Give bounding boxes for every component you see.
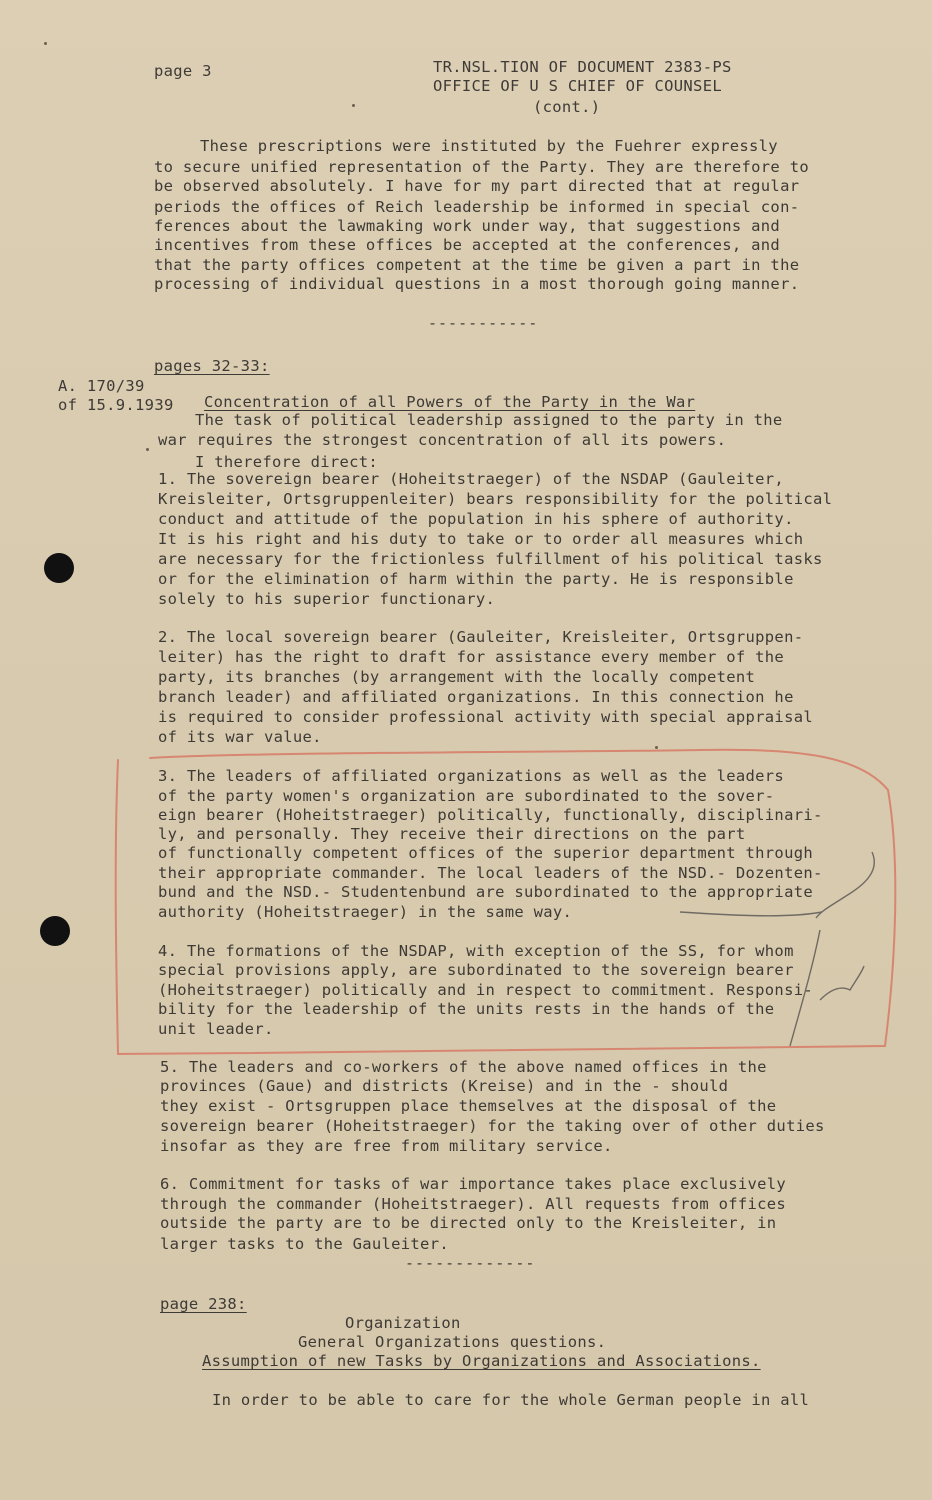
text-line: leiter) has the right to draft for assistance every member of the: [158, 648, 785, 666]
text-line: provinces (Gaue) and districts (Kreise) and in the - should: [160, 1077, 729, 1095]
document-title-line3: (cont.): [533, 98, 601, 116]
text-line: or for the elimination of harm within the party. He is responsible: [158, 570, 794, 588]
text-line: of the party women's organization are subordinated to the sover-: [158, 787, 775, 805]
text-line: 2. The local sovereign bearer (Gauleiter, Kreisleiter, Ortsgruppen-: [158, 628, 804, 646]
text-line: larger tasks to the Gauleiter.: [160, 1235, 449, 1253]
text-line: party, its branches (by arrangement with the locally competent: [158, 668, 756, 686]
text-line: bund and the NSD.- Studentenbund are subordinated to the appropriate: [158, 883, 813, 901]
text-line: of functionally competent offices of the superior department through: [158, 844, 813, 862]
document-title-line1: TR.NSL.TION OF DOCUMENT 2383-PS: [433, 58, 732, 76]
text-line: 4. The formations of the NSDAP, with exception of the SS, for whom: [158, 942, 794, 960]
pages-label-238: page 238:: [160, 1295, 247, 1313]
text-line: special provisions apply, are subordinated to the sovereign bearer: [158, 961, 794, 979]
text-line: outside the party are to be directed only to the Kreisleiter, in: [160, 1214, 777, 1232]
document-title-line2: OFFICE OF U S CHIEF OF COUNSEL: [433, 77, 722, 95]
page-label: page 3: [154, 62, 212, 80]
pencil-mark: [790, 930, 820, 1046]
pencil-mark: [820, 966, 864, 1000]
text-line: of its war value.: [158, 728, 322, 746]
text-line: 1. The sovereign bearer (Hoheitstraeger) of the NSDAP (Gauleiter,: [158, 470, 785, 488]
text-line: unit leader.: [158, 1020, 274, 1038]
text-line: In order to be able to care for the whole German people in all: [212, 1391, 810, 1409]
red-bracket-mark: [116, 750, 896, 1054]
text-line: (Hoheitstraeger) politically and in respect to commitment. Responsi-: [158, 981, 813, 999]
text-line: is required to consider professional activity with special appraisal: [158, 708, 813, 726]
text-line: periods the offices of Reich leadership be informed in special con-: [154, 198, 800, 216]
text-line: authority (Hoheitstraeger) in the same way.: [158, 903, 573, 921]
text-line: processing of individual questions in a most thorough going manner.: [154, 275, 800, 293]
pages-label-32-33: pages 32-33:: [154, 357, 270, 375]
text-line: incentives from these offices be accepted at the conferences, and: [154, 236, 781, 254]
text-line: eign bearer (Hoheitstraeger) politically, functionally, disciplinari-: [158, 806, 823, 824]
text-line: insofar as they are free from military service.: [160, 1137, 613, 1155]
text-line: war requires the strongest concentration of all its powers.: [158, 431, 727, 449]
margin-reference-date: of 15.9.1939: [58, 396, 174, 414]
text-line: bility for the leadership of the units rests in the hands of the: [158, 1000, 775, 1018]
text-line: their appropriate commander. The local leaders of the NSD.- Dozenten-: [158, 864, 823, 882]
text-line: they exist - Ortsgruppen place themselves at the disposal of the: [160, 1097, 777, 1115]
text-line: It is his right and his duty to take or to order all measures which: [158, 530, 804, 548]
text-line: ly, and personally. They receive their directions on the part: [158, 825, 746, 843]
section-heading: Concentration of all Powers of the Party in the War: [204, 393, 696, 411]
text-line: through the commander (Hoheitstraeger). All requests from offices: [160, 1195, 787, 1213]
pencil-mark: [816, 852, 874, 918]
text-line: 6. Commitment for tasks of war importance takes place exclusively: [160, 1175, 787, 1193]
subheading-general: General Organizations questions.: [298, 1333, 607, 1351]
text-line: solely to his superior functionary.: [158, 590, 496, 608]
text-line: to secure unified representation of the Party. They are therefore to: [154, 158, 809, 176]
text-line: These prescriptions were instituted by the Fuehrer expressly: [200, 137, 778, 155]
subheading-assumption: Assumption of new Tasks by Organizations and Associations.: [202, 1352, 761, 1370]
text-line: I therefore direct:: [195, 453, 379, 471]
text-line: Kreisleiter, Ortsgruppenleiter) bears responsibility for the political: [158, 490, 833, 508]
text-line: 5. The leaders and co-workers of the above named offices in the: [160, 1058, 767, 1076]
subheading-organization: Organization: [345, 1314, 461, 1332]
margin-reference: A. 170/39: [58, 377, 145, 395]
text-line: sovereign bearer (Hoheitstraeger) for the taking over of other duties: [160, 1117, 825, 1135]
text-line: that the party offices competent at the time be given a part in the: [154, 256, 800, 274]
text-line: be observed absolutely. I have for my part directed that at regular: [154, 177, 800, 195]
section-divider: -----------: [428, 314, 539, 332]
text-line: conduct and attitude of the population in his sphere of authority.: [158, 510, 794, 528]
pencil-mark: [680, 912, 822, 916]
text-line: 3. The leaders of affiliated organizations as well as the leaders: [158, 767, 785, 785]
text-line: are necessary for the frictionless fulfillment of his political tasks: [158, 550, 823, 568]
text-line: The task of political leadership assigned to the party in the: [195, 411, 783, 429]
section-divider: -------------: [405, 1254, 536, 1272]
text-line: ferences about the lawmaking work under way, that suggestions and: [154, 217, 781, 235]
text-line: branch leader) and affiliated organizations. In this connection he: [158, 688, 794, 706]
